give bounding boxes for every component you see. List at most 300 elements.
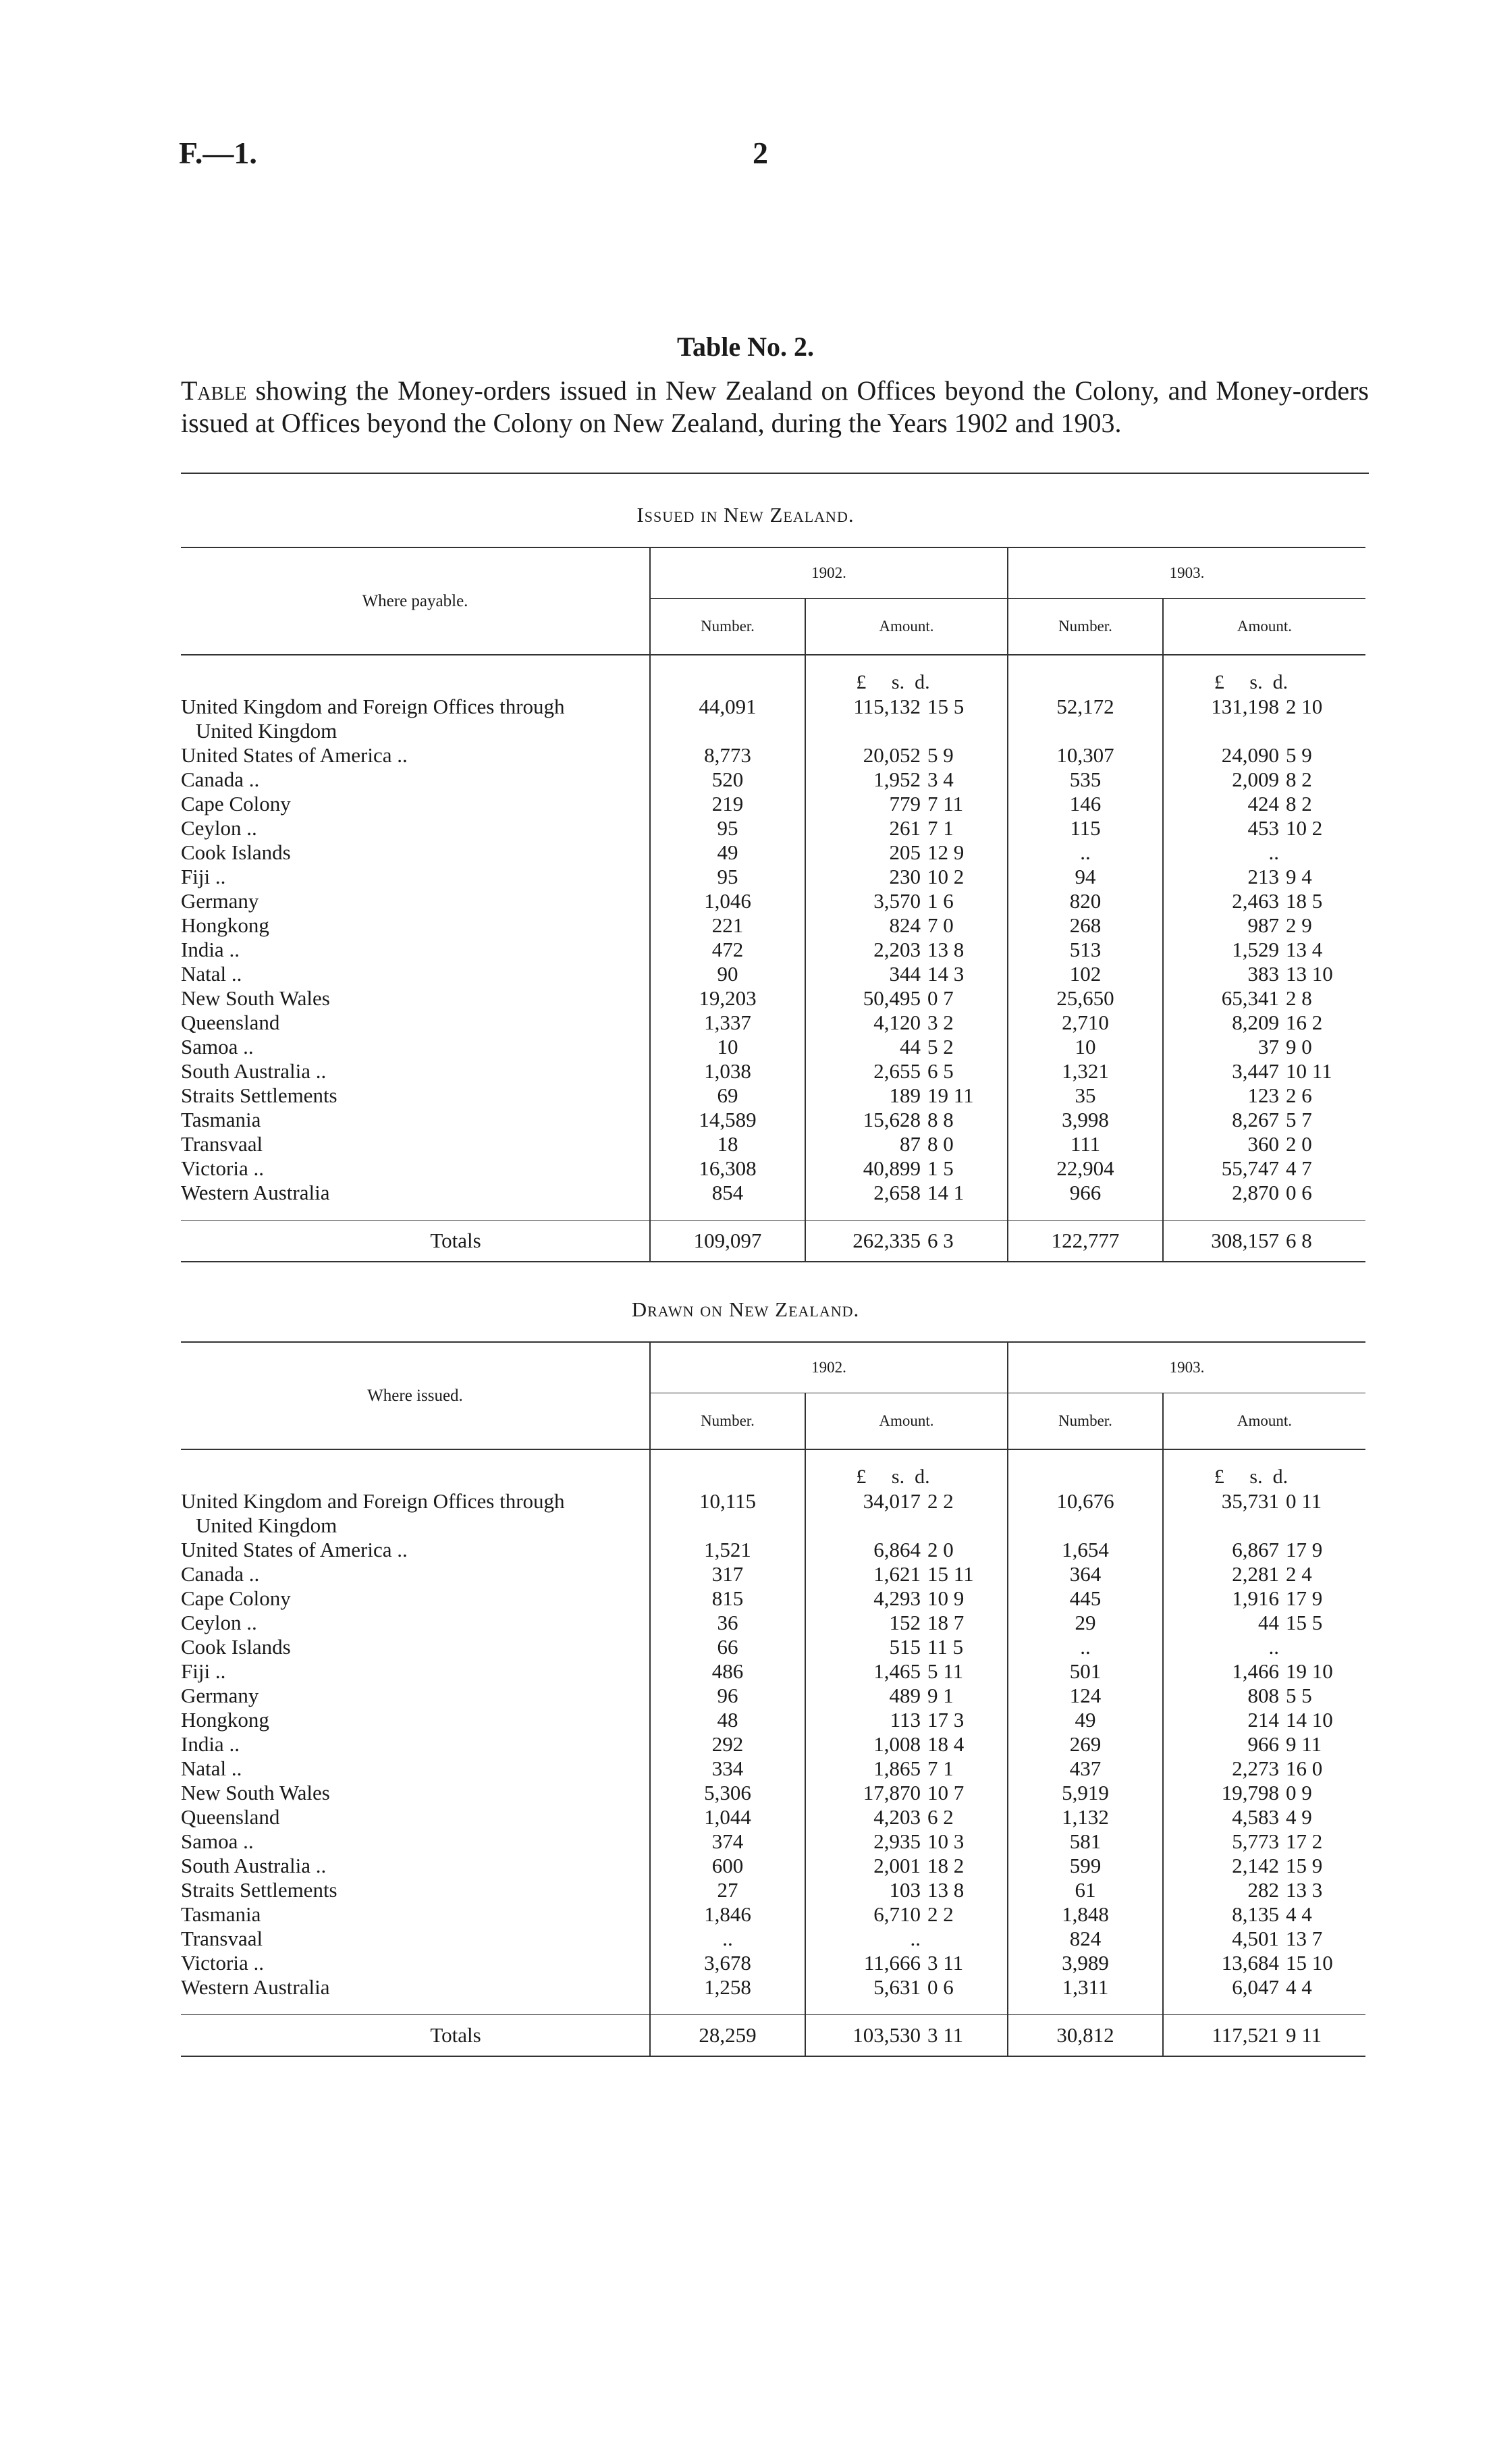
amount-header: Amount.: [805, 1393, 1008, 1450]
amount-1903-shillings-pence: 9 0: [1286, 1035, 1312, 1059]
place-name: India ..: [181, 1732, 240, 1756]
place-name-continued: United Kingdom: [196, 1514, 337, 1537]
amount-1902-shillings-pence: 0 7: [927, 986, 954, 1010]
place-name: India ..: [181, 938, 240, 961]
amount-1903-pounds: 2,273: [1232, 1757, 1279, 1780]
number-1903: 1,654: [1008, 1538, 1163, 1562]
spacer-cell: [1163, 719, 1365, 743]
number-1902: 472: [650, 938, 805, 962]
number-1902: 27: [650, 1878, 805, 1902]
total-number-1902: 109,097: [650, 1221, 805, 1262]
spacer-cell: [805, 1514, 1008, 1538]
total-amount-1902: [805, 2015, 1008, 2057]
number-1902: 815: [650, 1586, 805, 1611]
table-caption: [181, 375, 1369, 439]
amount-1902-pounds: 2,658: [873, 1181, 921, 1204]
amount-1902-pounds: 489: [889, 1684, 921, 1707]
amount-1903-shillings-pence: 13 3: [1286, 1878, 1323, 1902]
amount-1903: [1163, 1951, 1365, 1975]
place-name: Tasmania: [181, 1902, 261, 1926]
number-1902: 854: [650, 1181, 805, 1205]
amount-1902: [805, 1708, 1008, 1732]
amount-1903-pounds: 65,341: [1221, 986, 1279, 1010]
amount-1903-pounds: 424: [1247, 792, 1279, 815]
spacer-cell: [1008, 719, 1163, 743]
amount-1902: [805, 1829, 1008, 1854]
number-header: Number.: [650, 599, 805, 655]
number-1902: 5,306: [650, 1781, 805, 1805]
place-name: United Kingdom and Foreign Offices through: [181, 1489, 565, 1513]
number-1903: 49: [1008, 1708, 1163, 1732]
place-name: South Australia ..: [181, 1059, 327, 1083]
amount-1903: [1163, 1586, 1365, 1611]
table-row: [181, 1878, 1365, 1902]
amount-1903: [1163, 1878, 1365, 1902]
amount-1902-shillings-pence: 14 3: [927, 962, 965, 986]
amount-1903-pounds: 808: [1247, 1684, 1279, 1707]
section-title-issued: Issued in New Zealand.: [636, 503, 855, 527]
number-1902: 1,044: [650, 1805, 805, 1829]
total-amount-1902: [805, 1221, 1008, 1262]
table-row: [181, 1659, 1365, 1684]
amount-1902: [805, 1562, 1008, 1586]
amount-1903: [1163, 1902, 1365, 1927]
amount-1902-shillings-pence: 3 2: [927, 1011, 954, 1034]
amount-1903-pounds: 4,501: [1232, 1927, 1279, 1950]
amount-1902-pounds: 103: [889, 1878, 921, 1902]
amount-1902-pounds: 1,865: [873, 1757, 921, 1780]
amount-1903: [1163, 1059, 1365, 1083]
amount-1903-pounds: 19,798: [1221, 1781, 1279, 1804]
table-heading: Table No. 2.: [676, 331, 814, 362]
amount-1903-pounds: 5,773: [1232, 1829, 1279, 1853]
number-1903: 1,321: [1008, 1059, 1163, 1083]
place-name: Germany: [181, 1684, 259, 1707]
number-1902: 600: [650, 1854, 805, 1878]
table-row: [181, 1805, 1365, 1829]
number-1902: 8,773: [650, 743, 805, 768]
column-header-where: Where payable.: [181, 547, 650, 655]
amount-1902-pounds: 113: [890, 1708, 921, 1732]
place-name: Canada ..: [181, 768, 260, 791]
table-row: [181, 1902, 1365, 1927]
amount-1902: [805, 1586, 1008, 1611]
amount-1903-shillings-pence: 4 4: [1286, 1902, 1312, 1926]
total-amount-1903-shillings-pence: 6 8: [1286, 1229, 1312, 1252]
amount-1903-pounds: 123: [1247, 1083, 1279, 1107]
section-title-drawn: Drawn on New Zealand.: [631, 1297, 860, 1321]
number-1902: 221: [650, 913, 805, 938]
amount-1903-pounds: 987: [1247, 913, 1279, 937]
amount-1902-pounds: 824: [889, 913, 921, 937]
table-row: [181, 1181, 1365, 1205]
number-1902: 10,115: [650, 1489, 805, 1514]
place-name: United States of America ..: [181, 1538, 408, 1561]
number-1903: 25,650: [1008, 986, 1163, 1011]
top-rule: [181, 473, 1369, 474]
amount-1902: [805, 1684, 1008, 1708]
amount-1902-pounds: 6,710: [873, 1902, 921, 1926]
place-name: New South Wales: [181, 986, 330, 1010]
amount-1902-shillings-pence: 5 11: [927, 1659, 964, 1683]
amount-1903-shillings-pence: 4 9: [1286, 1805, 1312, 1829]
amount-1903-pounds: 2,463: [1232, 889, 1279, 913]
amount-1902-pounds: 344: [889, 962, 921, 986]
table-row: [181, 889, 1365, 913]
caption-text: showing the Money-orders issued in New Zealand on Offices beyond the Colony, and Money-orders issued at Offices beyond the Colony on New Zealand, during the Years 1902 and 1903.: [181, 375, 1369, 438]
amount-1902-shillings-pence: 13 8: [927, 1878, 965, 1902]
amount-1902-shillings-pence: 10 2: [927, 865, 965, 888]
place-name: Fiji ..: [181, 865, 226, 888]
amount-1903: [1163, 816, 1365, 840]
number-1903: 115: [1008, 816, 1163, 840]
amount-1903-shillings-pence: 0 11: [1286, 1489, 1322, 1513]
number-1902: 1,846: [650, 1902, 805, 1927]
amount-1903-shillings-pence: 17 9: [1286, 1538, 1323, 1561]
amount-1903: [1163, 1108, 1365, 1132]
amount-1903-pounds: 8,135: [1232, 1902, 1279, 1926]
amount-1903-pounds: 383: [1247, 962, 1279, 986]
spacer-cell: [805, 655, 1008, 670]
spacer-cell: [1008, 655, 1163, 670]
number-1902: 334: [650, 1757, 805, 1781]
amount-1902-shillings-pence: 18 2: [927, 1854, 965, 1877]
amount-1903: [1163, 1805, 1365, 1829]
amount-1903: [1163, 1854, 1365, 1878]
amount-1903: [1163, 938, 1365, 962]
amount-1902-shillings-pence: 2 2: [927, 1902, 954, 1926]
amount-1903-pounds: 453: [1247, 816, 1279, 840]
amount-1903-shillings-pence: 8 2: [1286, 768, 1312, 791]
number-1903: 94: [1008, 865, 1163, 889]
table-row: [181, 1829, 1365, 1854]
place-name: Queensland: [181, 1011, 280, 1034]
amount-1903-pounds: 8,209: [1232, 1011, 1279, 1034]
place-name-continued: United Kingdom: [196, 719, 337, 743]
place-name: Cape Colony: [181, 792, 291, 815]
place-name: Canada ..: [181, 1562, 260, 1586]
total-number-1902: 28,259: [650, 2015, 805, 2057]
amount-1902: [805, 1902, 1008, 1927]
table-row: [181, 1635, 1365, 1659]
table-row: [181, 1562, 1365, 1586]
amount-1902-pounds: 1,008: [873, 1732, 921, 1756]
amount-1903-pounds: 6,047: [1232, 1975, 1279, 1999]
amount-1902-shillings-pence: 12 9: [927, 840, 965, 864]
place-name: South Australia ..: [181, 1854, 327, 1877]
table-row: [181, 938, 1365, 962]
amount-1903-pounds: 214: [1247, 1708, 1279, 1732]
amount-1902-shillings-pence: 0 6: [927, 1975, 954, 1999]
amount-1902-shillings-pence: 10 7: [927, 1781, 965, 1804]
amount-1902-shillings-pence: 18 4: [927, 1732, 965, 1756]
amount-1903-pounds: 24,090: [1221, 743, 1279, 767]
spacer-cell: [650, 1465, 805, 1489]
spacer-cell: [650, 1449, 805, 1465]
place-name: Samoa ..: [181, 1829, 254, 1853]
amount-1903: [1163, 1132, 1365, 1156]
amount-1903-shillings-pence: 4 4: [1286, 1975, 1312, 1999]
number-1903: 437: [1008, 1757, 1163, 1781]
number-1902: 1,046: [650, 889, 805, 913]
amount-1903-pounds: 1,529: [1232, 938, 1279, 961]
table-row: [181, 768, 1365, 792]
page-number: 2: [753, 136, 768, 170]
spacer-cell: [1008, 2000, 1163, 2015]
amount-1903-shillings-pence: 2 0: [1286, 1132, 1312, 1156]
number-1903: 146: [1008, 792, 1163, 816]
table-row: [181, 865, 1365, 889]
amount-1903-shillings-pence: 5 7: [1286, 1108, 1312, 1131]
page-reference: F.—1.: [179, 136, 257, 170]
amount-1902-pounds: 1,621: [873, 1562, 921, 1586]
amount-1902: [805, 695, 1008, 719]
number-1903: 3,998: [1008, 1108, 1163, 1132]
table-row: [181, 743, 1365, 768]
number-1902: 66: [650, 1635, 805, 1659]
spacer-cell: [1163, 655, 1365, 670]
number-1902: 1,258: [650, 1975, 805, 2000]
place-name: Ceylon ..: [181, 816, 257, 840]
spacer-cell: [650, 719, 805, 743]
amount-1903-shillings-pence: 15 9: [1286, 1854, 1323, 1877]
amount-1902-shillings-pence: 2 2: [927, 1489, 954, 1513]
spacer-cell: [1008, 1465, 1163, 1489]
amount-1902-pounds: 20,052: [863, 743, 921, 767]
amount-1902: [805, 938, 1008, 962]
currency-label: £ s. d.: [805, 670, 1008, 695]
place-name: Cape Colony: [181, 1586, 291, 1610]
amount-1902-pounds: 2,203: [873, 938, 921, 961]
total-amount-1902-shillings-pence: 3 11: [927, 2023, 964, 2047]
number-1903: 581: [1008, 1829, 1163, 1854]
amount-1902-pounds: ..: [910, 1927, 921, 1950]
table-row: [181, 1083, 1365, 1108]
amount-1902-shillings-pence: 5 9: [927, 743, 954, 767]
amount-1902: [805, 1781, 1008, 1805]
number-1903: 445: [1008, 1586, 1163, 1611]
number-1902: 520: [650, 768, 805, 792]
amount-1902-pounds: 115,132: [853, 695, 921, 718]
amount-1902: [805, 865, 1008, 889]
number-1903: 52,172: [1008, 695, 1163, 719]
table-row: [181, 1059, 1365, 1083]
number-1902: 1,337: [650, 1011, 805, 1035]
amount-1902-pounds: 4,293: [873, 1586, 921, 1610]
place-name: Hongkong: [181, 913, 269, 937]
table-row: [181, 816, 1365, 840]
amount-1902-pounds: 17,870: [863, 1781, 921, 1804]
amount-1902-pounds: 2,001: [873, 1854, 921, 1877]
amount-1903: [1163, 1611, 1365, 1635]
amount-1903: [1163, 840, 1365, 865]
number-1902: 1,038: [650, 1059, 805, 1083]
spacer-cell: [650, 655, 805, 670]
amount-1903-shillings-pence: 2 4: [1286, 1562, 1312, 1586]
number-1902: 317: [650, 1562, 805, 1586]
totals-row: [181, 1221, 1365, 1262]
number-1902: 48: [650, 1708, 805, 1732]
amount-1902: [805, 962, 1008, 986]
amount-1903-shillings-pence: 14 10: [1286, 1708, 1333, 1732]
place-name: Fiji ..: [181, 1659, 226, 1683]
number-1902: 3,678: [650, 1951, 805, 1975]
amount-1903-shillings-pence: 13 7: [1286, 1927, 1323, 1950]
amount-1902: [805, 1927, 1008, 1951]
amount-1902-pounds: 34,017: [863, 1489, 921, 1513]
total-amount-1903-pounds: 308,157: [1211, 1229, 1279, 1252]
number-1903: ..: [1008, 1635, 1163, 1659]
amount-1902-pounds: 6,864: [873, 1538, 921, 1561]
place-name: Straits Settlements: [181, 1083, 337, 1107]
number-1903: 599: [1008, 1854, 1163, 1878]
table-row: [181, 1854, 1365, 1878]
amount-1902: [805, 816, 1008, 840]
place-name: Samoa ..: [181, 1035, 254, 1059]
place-name: New South Wales: [181, 1781, 330, 1804]
amount-1902-shillings-pence: 3 11: [927, 1951, 964, 1975]
table-row: [181, 1781, 1365, 1805]
amount-1903: [1163, 1659, 1365, 1684]
number-1903: 102: [1008, 962, 1163, 986]
spacer-cell: [1008, 1449, 1163, 1465]
place-name: Germany: [181, 889, 259, 913]
amount-1902: [805, 1878, 1008, 1902]
total-number-1903: 122,777: [1008, 1221, 1163, 1262]
place-name: Natal ..: [181, 1757, 242, 1780]
number-1903: 269: [1008, 1732, 1163, 1757]
number-1903: 22,904: [1008, 1156, 1163, 1181]
amount-1902-shillings-pence: 7 0: [927, 913, 954, 937]
table-row: [181, 1708, 1365, 1732]
number-1902: 292: [650, 1732, 805, 1757]
amount-1902: [805, 1132, 1008, 1156]
number-1902: ..: [650, 1927, 805, 1951]
amount-1903-pounds: 55,747: [1221, 1156, 1279, 1180]
amount-1903-pounds: 8,267: [1232, 1108, 1279, 1131]
number-1903: 1,848: [1008, 1902, 1163, 1927]
number-1903: 3,989: [1008, 1951, 1163, 1975]
amount-1903: [1163, 1757, 1365, 1781]
number-1902: 374: [650, 1829, 805, 1854]
amount-1903-pounds: 13,684: [1221, 1951, 1279, 1975]
number-1902: 1,521: [650, 1538, 805, 1562]
amount-1902: [805, 1732, 1008, 1757]
spacer-cell: [650, 1514, 805, 1538]
amount-1903: [1163, 889, 1365, 913]
amount-1902-pounds: 44: [900, 1035, 921, 1059]
table-row: [181, 1132, 1365, 1156]
table-row: [181, 1156, 1365, 1181]
number-1903: 29: [1008, 1611, 1163, 1635]
place-name: United Kingdom and Foreign Offices through: [181, 695, 565, 718]
number-1903: ..: [1008, 840, 1163, 865]
amount-1903: [1163, 1927, 1365, 1951]
amount-1902-pounds: 1,465: [873, 1659, 921, 1683]
amount-1902: [805, 1757, 1008, 1781]
number-1902: 96: [650, 1684, 805, 1708]
number-1903: 2,710: [1008, 1011, 1163, 1035]
amount-1902-pounds: 40,899: [863, 1156, 921, 1180]
number-1903: 501: [1008, 1659, 1163, 1684]
spacer-cell: [805, 1449, 1008, 1465]
amount-1903: [1163, 1829, 1365, 1854]
amount-1902-pounds: 50,495: [863, 986, 921, 1010]
caption-lead: Table: [181, 375, 247, 406]
number-1903: 513: [1008, 938, 1163, 962]
amount-1903: [1163, 962, 1365, 986]
number-1902: 36: [650, 1611, 805, 1635]
amount-1903: [1163, 913, 1365, 938]
amount-1903: [1163, 1035, 1365, 1059]
amount-1903-pounds: 213: [1247, 865, 1279, 888]
amount-1902-shillings-pence: 9 1: [927, 1684, 954, 1707]
amount-1903-pounds: 3,447: [1232, 1059, 1279, 1083]
amount-1903-shillings-pence: 5 9: [1286, 743, 1312, 767]
amount-1903: [1163, 1156, 1365, 1181]
total-amount-1903-pounds: 117,521: [1212, 2023, 1279, 2047]
amount-1903-shillings-pence: 4 7: [1286, 1156, 1312, 1180]
table-row: [181, 1975, 1365, 2000]
number-1902: 95: [650, 816, 805, 840]
spacer-cell: [181, 1449, 650, 1465]
year-header-1903: 1903.: [1008, 1342, 1365, 1393]
amount-1902: [805, 1538, 1008, 1562]
amount-1902: [805, 743, 1008, 768]
place-name: Queensland: [181, 1805, 280, 1829]
place-name: Straits Settlements: [181, 1878, 337, 1902]
amount-1903-shillings-pence: 9 4: [1286, 865, 1312, 888]
amount-1903: [1163, 1684, 1365, 1708]
spacer-cell: [181, 670, 650, 695]
amount-1903-pounds: 360: [1247, 1132, 1279, 1156]
number-1902: 44,091: [650, 695, 805, 719]
amount-1902: [805, 1975, 1008, 2000]
amount-1903: [1163, 1781, 1365, 1805]
amount-1903-shillings-pence: 9 11: [1286, 1732, 1322, 1756]
amount-1903: [1163, 1083, 1365, 1108]
place-name: Transvaal: [181, 1132, 263, 1156]
currency-label: £ s. d.: [1163, 1465, 1365, 1489]
amount-1902: [805, 1011, 1008, 1035]
place-name: Tasmania: [181, 1108, 261, 1131]
table-row: [181, 962, 1365, 986]
spacer-cell: [1008, 670, 1163, 695]
place-name: Cook Islands: [181, 840, 291, 864]
amount-1903-pounds: 282: [1247, 1878, 1279, 1902]
amount-1902-pounds: 1,952: [873, 768, 921, 791]
table-row: [181, 792, 1365, 816]
amount-1902-pounds: 3,570: [873, 889, 921, 913]
amount-1902-shillings-pence: 11 5: [927, 1635, 964, 1659]
amount-1903: [1163, 1181, 1365, 1205]
amount-1902-pounds: 87: [900, 1132, 921, 1156]
amount-1902-shillings-pence: 7 1: [927, 816, 954, 840]
amount-1902-shillings-pence: 15 5: [927, 695, 965, 718]
number-1903: 1,311: [1008, 1975, 1163, 2000]
number-1902: 18: [650, 1132, 805, 1156]
table-row: [181, 840, 1365, 865]
amount-1903-pounds: 131,198: [1211, 695, 1279, 718]
amount-1902-pounds: 779: [889, 792, 921, 815]
amount-1903-shillings-pence: 2 9: [1286, 913, 1312, 937]
number-1903: 820: [1008, 889, 1163, 913]
amount-1903-shillings-pence: 17 9: [1286, 1586, 1323, 1610]
amount-1903-shillings-pence: 8 2: [1286, 792, 1312, 815]
amount-1903: [1163, 1635, 1365, 1659]
spacer-cell: [181, 655, 650, 670]
amount-1902-shillings-pence: 7 11: [927, 792, 964, 815]
